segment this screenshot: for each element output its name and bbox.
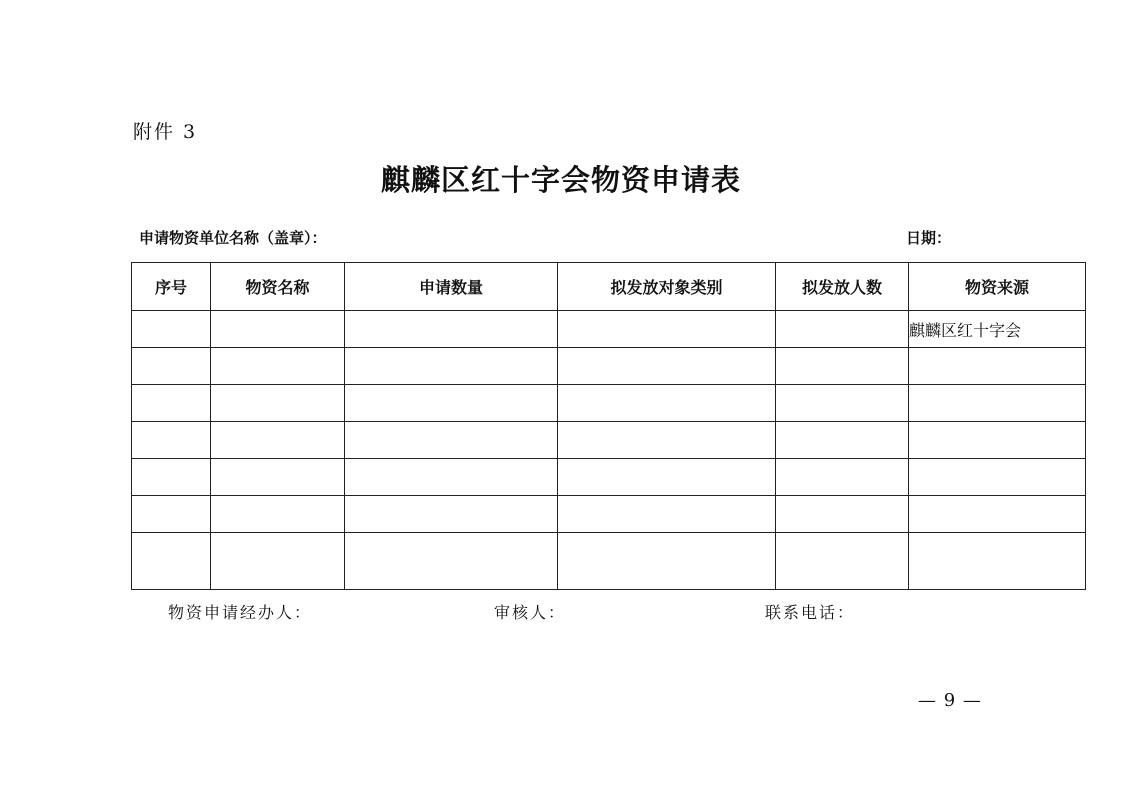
table-cell[interactable] [132,348,211,385]
table-cell[interactable] [558,385,776,422]
table-cell-source[interactable] [909,533,1086,590]
table-row [132,385,1086,422]
applicant-unit-label: 申请物资单位名称（盖章）： [139,229,327,247]
table-cell-source[interactable] [909,422,1086,459]
table-cell[interactable] [558,459,776,496]
table-cell[interactable] [558,422,776,459]
table-cell[interactable] [211,422,345,459]
table-row [132,533,1086,590]
handler-label: 物资申请经办人： [168,603,313,622]
table-row [132,348,1086,385]
table-cell[interactable] [558,348,776,385]
table-cell[interactable] [211,311,345,348]
table-cell[interactable] [345,496,558,533]
table-row [132,459,1086,496]
table-cell[interactable] [776,348,909,385]
table-cell[interactable] [132,385,211,422]
table-cell[interactable] [211,348,345,385]
table-cell-source[interactable]: 麒麟区红十字会 [909,311,1086,348]
table-cell[interactable] [776,385,909,422]
table-cell[interactable] [345,533,558,590]
table-cell-source[interactable] [909,496,1086,533]
table-cell[interactable] [558,533,776,590]
table-cell[interactable] [776,496,909,533]
table-cell[interactable] [211,533,345,590]
table-cell[interactable] [345,348,558,385]
phone-label: 联系电话： [765,603,856,622]
table-cell[interactable] [345,422,558,459]
header-requested-quantity: 申请数量 [345,263,558,311]
header-recipient-category: 拟发放对象类别 [558,263,776,311]
table-cell[interactable] [776,311,909,348]
table-cell[interactable] [345,385,558,422]
attachment-label: 附件 3 [133,121,198,143]
table-cell-source[interactable] [909,348,1086,385]
application-table [131,262,1086,590]
table-cell[interactable] [211,496,345,533]
table-cell[interactable] [132,422,211,459]
table-header-row [132,263,1086,311]
form-title: 麒麟区红十字会物资申请表 [380,163,741,197]
reviewer-label: 审核人： [494,603,567,622]
table-cell[interactable] [132,459,211,496]
date-label: 日期： [906,229,952,247]
table-cell[interactable] [345,459,558,496]
table-cell[interactable] [345,311,558,348]
table-cell-source[interactable] [909,385,1086,422]
table-row [132,311,1086,348]
table-cell[interactable] [776,533,909,590]
table-cell[interactable] [132,311,211,348]
table-cell[interactable] [211,459,345,496]
table-cell[interactable] [558,311,776,348]
table-cell[interactable] [776,459,909,496]
header-material-name: 物资名称 [211,263,345,311]
table-cell[interactable] [132,533,211,590]
table-cell[interactable] [776,422,909,459]
page-number: — 9 — [918,690,982,711]
table-row [132,422,1086,459]
table-cell[interactable] [211,385,345,422]
header-material-source: 物资来源 [909,263,1086,311]
header-recipient-count: 拟发放人数 [776,263,909,311]
header-serial-number: 序号 [132,263,211,311]
table-row [132,496,1086,533]
table-cell[interactable] [558,496,776,533]
table-cell[interactable] [132,496,211,533]
table-cell-source[interactable] [909,459,1086,496]
